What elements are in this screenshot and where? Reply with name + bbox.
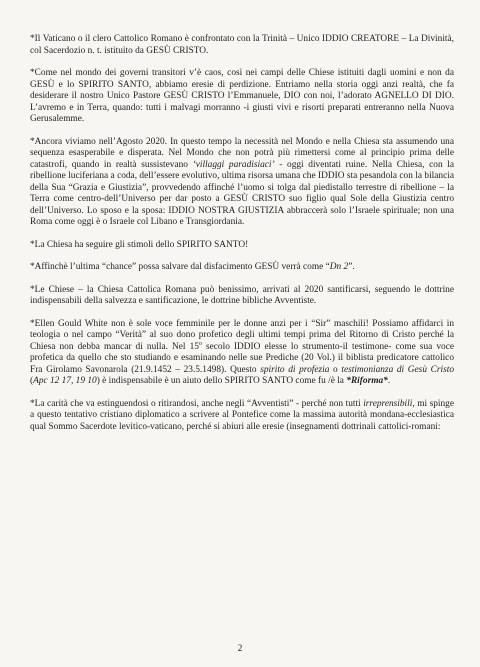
text-run: ) è indispensabile è un aiuto dello SPIRITO SANTO come fu /è la	[96, 376, 347, 386]
paragraph	[30, 319, 454, 388]
styled-text-run: spirito di profezia	[260, 364, 330, 375]
text-run: .	[387, 376, 391, 386]
paragraph	[30, 137, 454, 229]
text-run: *Ancora viviamo nell’Agosto 2020. In questo tempo la necessità nel Mondo e nella Chiesa sta assumendo una sequenza esasperabile e disperata. Nel Mondo che non potrà più rimettersi come al principio prima delle catastrofi, quando in realtà sussistevano	[30, 136, 454, 170]
paragraph	[30, 34, 454, 57]
styled-text-run: ‘villaggi paradisiaci’	[192, 159, 275, 170]
styled-text-run: testimonianza di Gesù Cristo	[341, 364, 454, 375]
text-run: o	[329, 364, 342, 375]
text-run: *La Chiesa ha seguire gli stimoli dello SPIRITO SANTO!	[30, 239, 249, 250]
text-run: ”.	[348, 262, 355, 272]
text-run: *Affinchè l’ultima “chance” possa salvare dal disfacimento GESÙ verrà come “	[30, 262, 330, 272]
text-run: *Le Chiese – la Chiesa Cattolica Romana può benissimo, arrivati al 2020 santificarsi, seguendo le dottrine indispensabili della salvezza e santificazione, le dottrine bibliche Avventiste.	[30, 284, 454, 306]
text-run: *Ellen Gould White non è sole voce femminile per le donne anzi per i “Sir” maschili! Possiamo affidarci in teologia o nel campo “Verità” al suo dono profetico degli ultimi tempi prima del Ritorno di Cristo perché la Chiesa non debba mancar di nulla. Nel 15	[30, 318, 454, 352]
paragraph	[30, 399, 454, 434]
styled-text-run: Apc 12 17, 19 10	[33, 376, 97, 386]
text-run: , mi spinge a questo tentativo cristiano diplomatico a scrivere al Pontefice come la massima autorità mondana-ecclesiastica qual Sommo Sacerdote levitico-vaticano, perché si abiuri alle eresie (insegnamenti dottrinali cattolici-romani:	[30, 398, 454, 432]
styled-text-run: Dn 2	[329, 262, 349, 272]
text-run: *Il Vaticano o il clero Cattolico Romano è confrontato con la Trinità – Unico IDDIO CREATORE – La Divinità, col Sacerdozio n. t. istituito da GESÙ CRISTO.	[30, 34, 454, 56]
styled-text-run: o	[198, 340, 202, 347]
styled-text-run: *Riforma*	[346, 376, 388, 386]
document-body	[30, 34, 454, 433]
text-run: *Come nel mondo dei governi transitori v’è caos, così nei campi delle Chiese istituiti dagli uomini e non da GESÙ e lo SPIRITO SANTO, abbiamo eresie di perdizione. Entriamo nella storia oggi anzi realtà, che fa desiderare il nostro Unico Pastore GESÙ CRISTO l’Emmanuele, DIO con noi, l’adorato AGNELLO DI DIO. L’avremo e in Terra, quando: tutti i malvagi morranno -i giusti vivi e risorti preparati entreranno nella Nuova Gerusalemme.	[30, 68, 454, 124]
paragraph	[30, 240, 454, 252]
text-run: secolo IDDIO elesse lo strumento-il testimone- come sua voce profetica da quello che sto studiando e esaminando nelle sue Prediche (20 Vol.) il biblista predicatore cattolico Fra Girolamo Savonarola (21.9.1452 – 23.5.1498). Questo	[30, 341, 454, 375]
page-number: 2	[237, 644, 243, 654]
paragraph	[30, 262, 454, 274]
styled-text-run: irreprensibili	[363, 398, 413, 409]
text-run: (	[30, 376, 34, 386]
text-run: *La carità che va estinguendosi o ritirandosi, anche negli “Avventisti” - perché non tutti	[30, 398, 364, 409]
text-run: - oggi diventati ruine. Nella Chiesa, con la ribellione luciferiana a coda, dell’essere evolutivo, ultima risorsa umana che IDDIO sta pesandola con la bilancia della Sua “Grazia e Giustizia”, provvedendo affinché l’uomo si tolga dal piedistallo terrestre di ribellione – la Terra come centro-dell’Universo per dar posto a GESÙ CRISTO suo figlio qual Sole della Giustizia centro dell’Universo. Lo sposo e la sposa: IDDIO NOSTRA GIUSTIZIA abbraccerà solo l’Israele spirituale; non una Roma come oggi è o Israele col Libano e Transgiordania.	[30, 159, 455, 227]
paragraph	[30, 285, 454, 308]
paragraph	[30, 68, 454, 126]
